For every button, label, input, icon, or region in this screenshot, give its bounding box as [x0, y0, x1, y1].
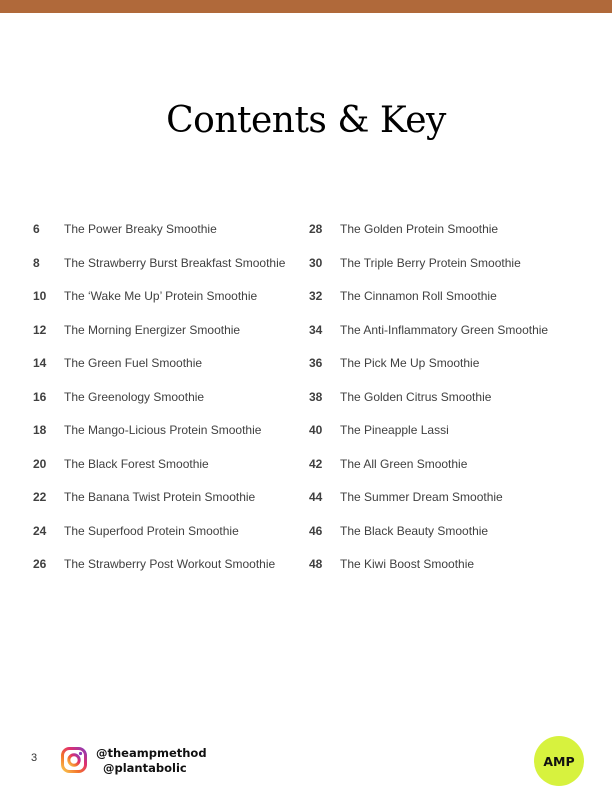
toc-entry[interactable]: [33, 390, 285, 424]
toc-entry[interactable]: [33, 457, 285, 491]
toc-entry-title: The Greenology Smoothie: [64, 389, 205, 404]
toc-page-number: 22: [33, 490, 47, 504]
social-handle[interactable]: @plantabolic: [103, 761, 187, 775]
toc-entry-title: The Golden Citrus Smoothie: [340, 389, 492, 404]
toc-page-number: 34: [309, 322, 323, 337]
toc-entry[interactable]: [33, 256, 285, 290]
toc-entry[interactable]: [309, 423, 548, 457]
toc-entry[interactable]: [33, 524, 285, 558]
toc-entry[interactable]: [309, 222, 548, 256]
top-accent-bar: [0, 0, 612, 13]
toc-entry[interactable]: [309, 390, 548, 424]
toc-page-number: 6: [33, 222, 40, 236]
toc-entry[interactable]: [33, 423, 285, 457]
toc-entry[interactable]: [309, 524, 548, 558]
toc-entry-title: The Green Fuel Smoothie: [64, 356, 203, 370]
toc-entry-title: The Morning Energizer Smoothie: [64, 322, 241, 337]
toc-page-number: 42: [309, 456, 323, 471]
toc-page-number: 16: [33, 389, 47, 404]
page-title: Contents & Key: [166, 100, 446, 141]
toc-column-right: [309, 222, 548, 591]
toc-entry[interactable]: [33, 490, 285, 524]
toc-page-number: 38: [309, 389, 323, 404]
toc-page-number: 12: [33, 322, 47, 337]
toc-page-number: 40: [309, 423, 323, 437]
toc-entry-title: The Cinnamon Roll Smoothie: [340, 289, 497, 303]
toc-page-number: 24: [33, 523, 47, 538]
social-handle[interactable]: @theampmethod: [96, 746, 207, 760]
toc-entry[interactable]: [309, 256, 548, 290]
toc-entry-title: The Strawberry Burst Breakfast Smoothie: [64, 255, 286, 270]
toc-entry[interactable]: [309, 457, 548, 491]
toc-entry[interactable]: [33, 356, 285, 390]
toc-page-number: 20: [33, 456, 47, 471]
toc-entry-title: The Superfood Protein Smoothie: [64, 523, 239, 538]
toc-page-number: 8: [33, 255, 40, 270]
toc-entry[interactable]: [309, 289, 548, 323]
toc-entry[interactable]: [309, 323, 548, 357]
toc-page-number: 36: [309, 356, 323, 370]
toc-page-number: 32: [309, 289, 323, 303]
toc-entry[interactable]: [33, 557, 285, 591]
toc-page-number: 26: [33, 557, 47, 571]
amp-logo: AMP: [534, 736, 584, 786]
toc-page-number: 10: [33, 289, 47, 303]
toc-entry-title: The Anti-Inflammatory Green Smoothie: [340, 322, 549, 337]
instagram-icon[interactable]: [61, 747, 87, 773]
toc-page-number: 46: [309, 523, 323, 538]
toc-entry-title: The Black Beauty Smoothie: [340, 523, 489, 538]
toc-entry-title: The Pineapple Lassi: [340, 423, 449, 437]
toc-entry-title: The Mango-Licious Protein Smoothie: [64, 423, 262, 437]
toc-entry-title: The Triple Berry Protein Smoothie: [340, 255, 521, 270]
toc-entry-title: The Summer Dream Smoothie: [340, 490, 503, 504]
toc-page-number: 44: [309, 490, 323, 504]
toc-entry-title: The Banana Twist Protein Smoothie: [64, 490, 256, 504]
toc-entry[interactable]: [309, 557, 548, 591]
page-number: 3: [31, 752, 38, 764]
toc-entry[interactable]: [33, 222, 285, 256]
toc-page-number: 28: [309, 222, 323, 236]
toc-column-left: [33, 222, 285, 591]
toc-entry-title: The ‘Wake Me Up’ Protein Smoothie: [64, 289, 258, 303]
toc-entry[interactable]: [33, 323, 285, 357]
toc-page-number: 30: [309, 255, 323, 270]
toc-entry-title: The Strawberry Post Workout Smoothie: [64, 557, 276, 571]
toc-page-number: 14: [33, 356, 47, 370]
toc-page-number: 48: [309, 557, 323, 571]
toc-entry-title: The Golden Protein Smoothie: [340, 222, 499, 236]
toc-entry-title: The Black Forest Smoothie: [64, 456, 209, 471]
toc-entry-title: The Kiwi Boost Smoothie: [340, 557, 475, 571]
toc-entry-title: The Power Breaky Smoothie: [64, 222, 217, 236]
toc-entry-title: The All Green Smoothie: [340, 456, 468, 471]
toc-page-number: 18: [33, 423, 47, 437]
toc-entry[interactable]: [309, 356, 548, 390]
toc-entry[interactable]: [309, 490, 548, 524]
social-handles: [96, 746, 207, 776]
toc-entry[interactable]: [33, 289, 285, 323]
toc-entry-title: The Pick Me Up Smoothie: [340, 356, 480, 370]
